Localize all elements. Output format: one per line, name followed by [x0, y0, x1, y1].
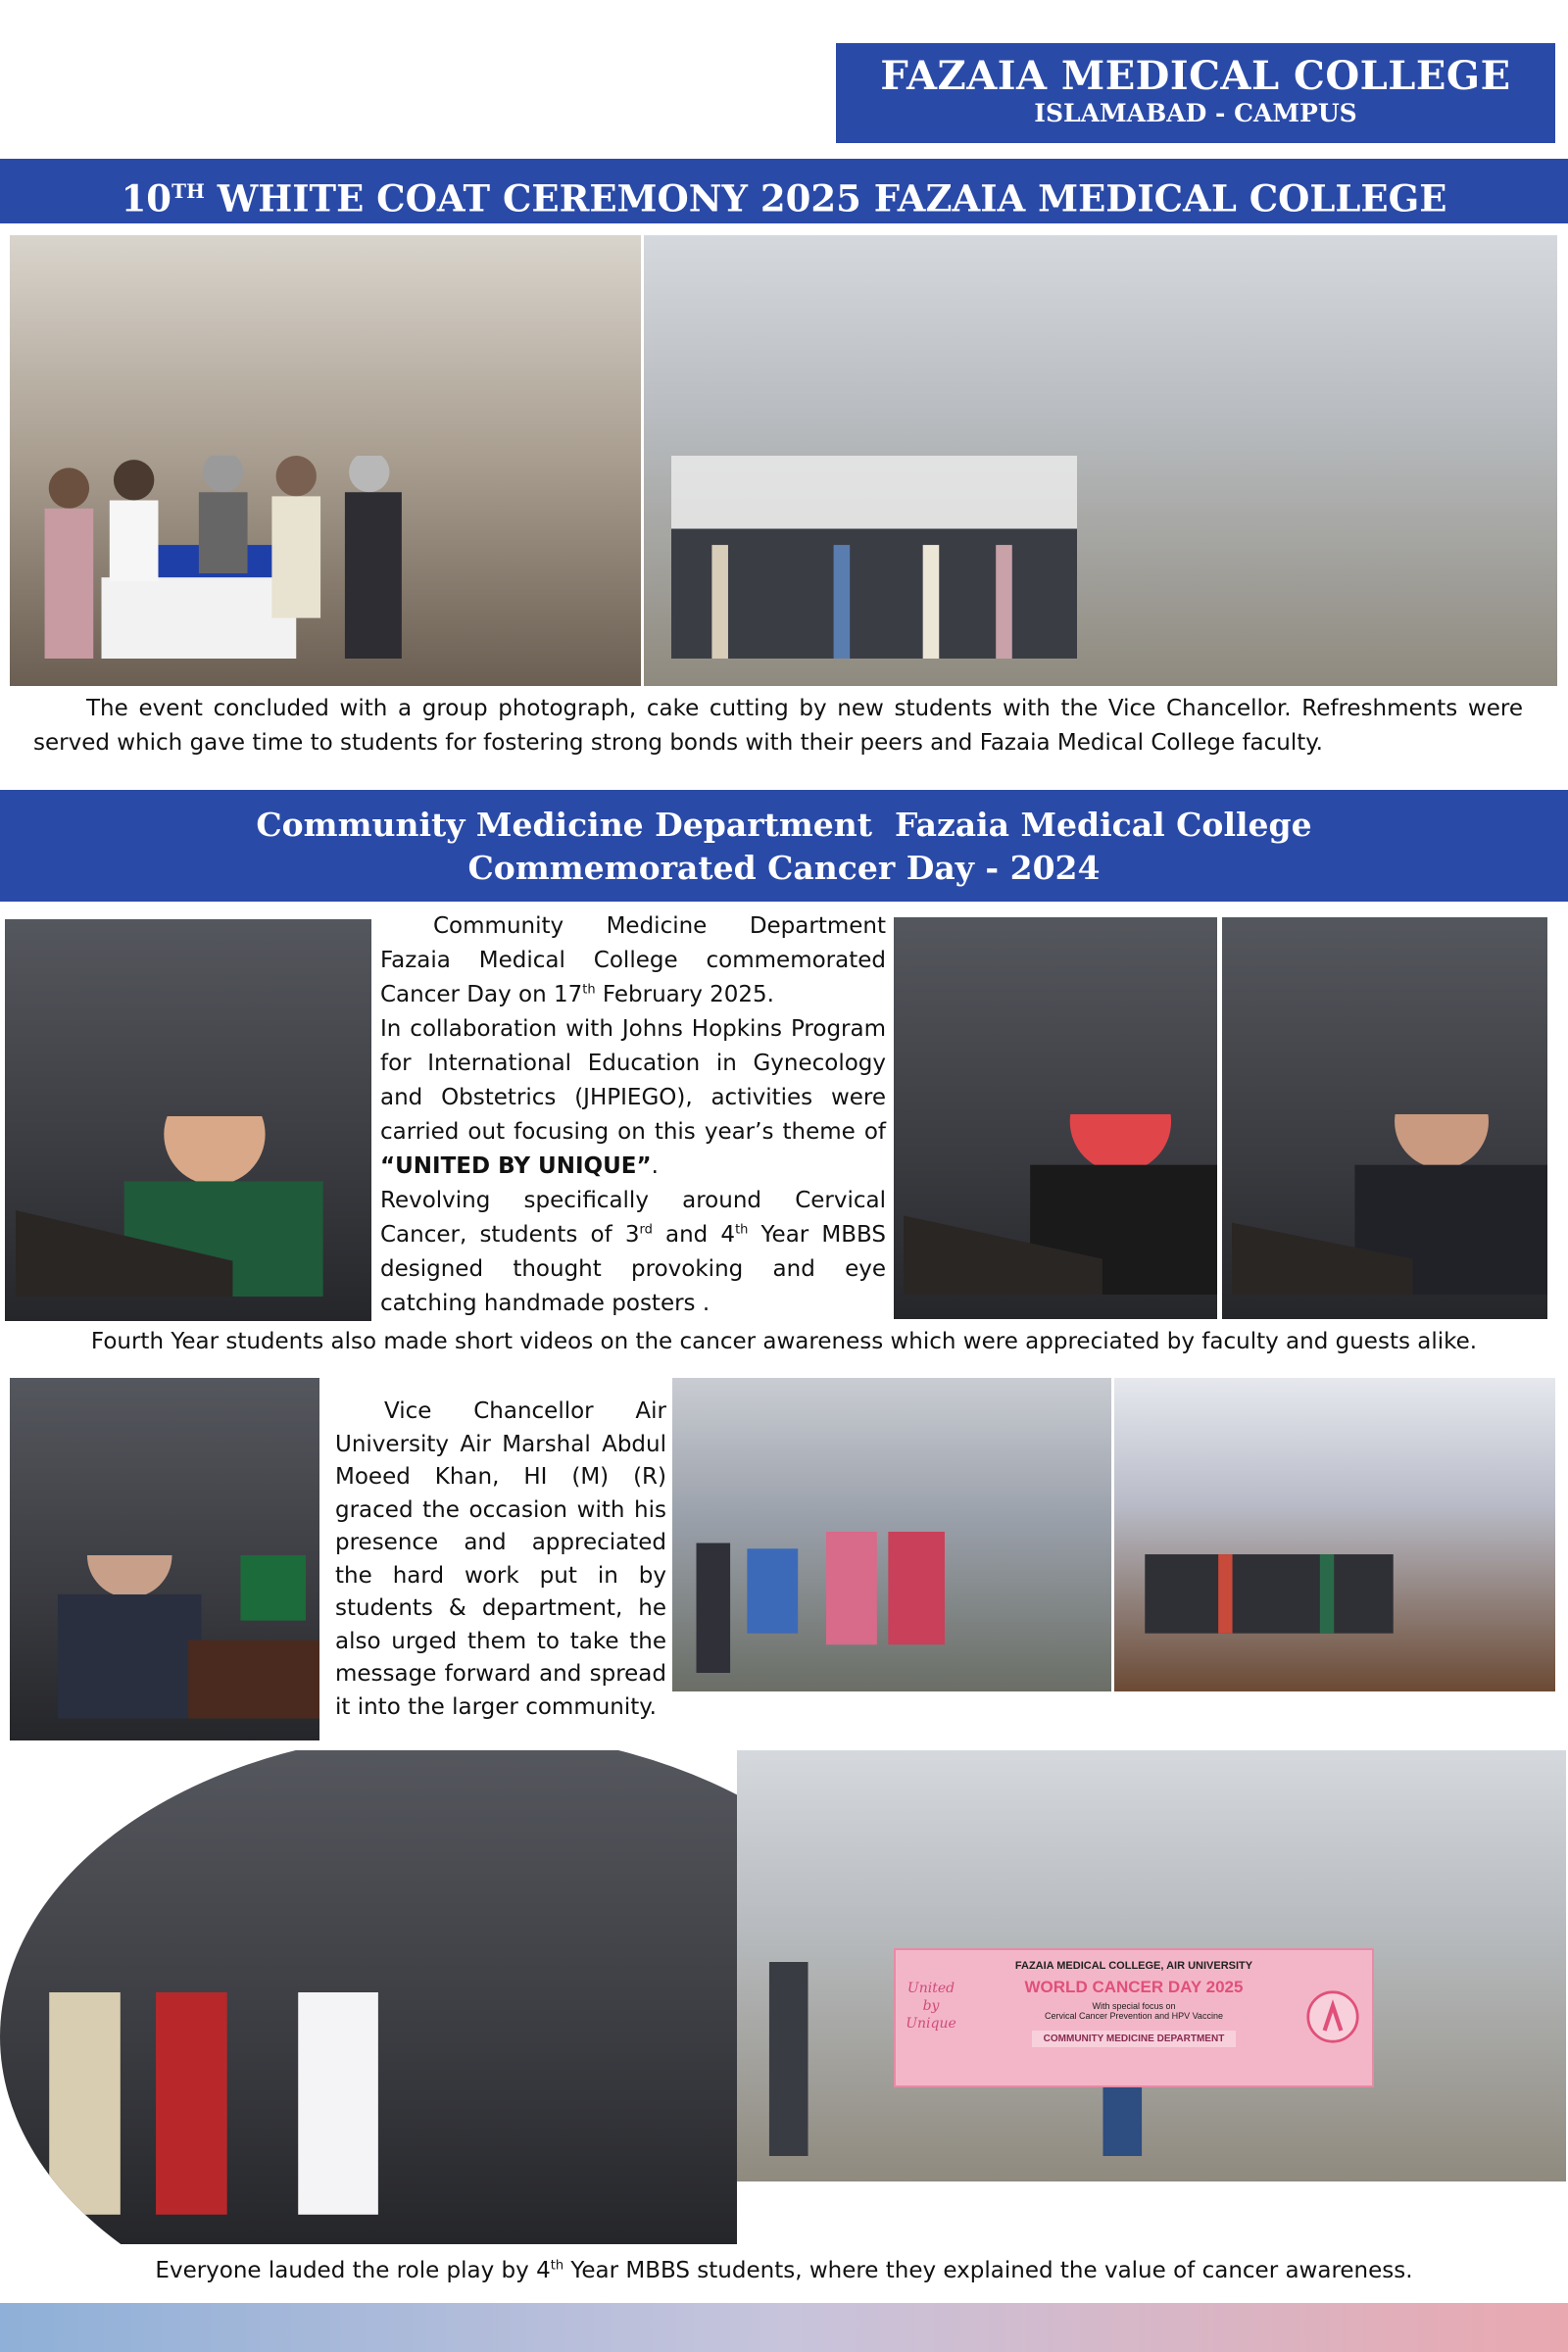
banner-dept: COMMUNITY MEDICINE DEPARTMENT: [1032, 2031, 1237, 2047]
photo-poster-exhibition: [672, 1378, 1111, 1691]
section1-title-rest: WHITE COAT CEREMONY 2025 FAZAIA MEDICAL COLLEGE: [204, 176, 1447, 220]
banner-college: FAZAIA MEDICAL COLLEGE, AIR UNIVERSITY: [1014, 1960, 1253, 1972]
section2-title-bar: [0, 790, 1568, 902]
photo-cake-cutting: [10, 235, 641, 686]
group-photo-icon: [671, 456, 1077, 659]
photo-vice-chancellor: [10, 1378, 319, 1740]
banner-focus-1: With special focus on: [1092, 2001, 1176, 2011]
section2-title-line1: Community Medicine Department Fazaia Medical College: [256, 806, 1312, 844]
photo-speaker-woman-green: [5, 919, 371, 1321]
section1-title: [0, 159, 1568, 230]
banner-slogan: United by Unique: [906, 1981, 956, 2032]
cancer-day-para3: Revolving specifically around Cervical Cancer, students of 3rd and 4th Year MBBS designed thought provoking and eye catching handmade posters .: [380, 1188, 887, 1316]
college-header: [836, 43, 1555, 143]
cancer-day-para1: Community Medicine Department Fazaia Medical College commemorated Cancer Day on 17th February 2025.: [380, 913, 886, 1007]
vc-paragraph: Vice Chancellor Air University Air Marshal Abdul Moeed Khan, HI (M) (R) graced the occasion with his presence and appreciated the hard work put in by students & department, he also urged them to take the message forward and spread it into the larger community.: [335, 1398, 666, 1720]
photo-role-play: [0, 1750, 737, 2244]
section1-title-num: 10: [121, 176, 172, 220]
college-name: FAZAIA MEDICAL COLLEGE: [880, 53, 1511, 99]
speaker-icon: [19, 1555, 319, 1719]
campus-name: ISLAMABAD - CAMPUS: [1034, 99, 1357, 127]
banner-focus-2: Cervical Cancer Prevention and HPV Vaccine: [1045, 2011, 1223, 2021]
group-photo-icon: [1128, 1532, 1410, 1673]
photo-speaker-man-suit: [1222, 917, 1547, 1319]
section2-title-line2: Commemorated Cancer Day - 2024: [467, 849, 1101, 887]
photo-auditorium-group: [1114, 1378, 1555, 1691]
banner-event: WORLD CANCER DAY 2025: [1024, 1978, 1244, 1996]
section1-caption: The event concluded with a group photograph, cake cutting by new students with the Vice Chancellor. Refreshments were served which gave time to students for fostering strong bonds with their peers and Fazaia Medical College faculty.: [33, 696, 1523, 756]
footer-gradient-bar: [0, 2303, 1568, 2352]
cancer-day-para2: In collaboration with Johns Hopkins Program for International Education in Gynecology and Obstetrics (JHPIEGO), activities were carried out focusing on this year’s theme of “UNITED BY UNIQUE”.: [380, 1016, 886, 1179]
videos-line: Fourth Year students also made short videos on the cancer awareness which were appreciated by faculty and guests alike.: [90, 1329, 1478, 1354]
roleplay-caption: Everyone lauded the role play by 4th Year MBBS students, where they explained the value of cancer awareness.: [155, 2258, 1413, 2283]
photo-world-cancer-day-group: [737, 1750, 1566, 2181]
section1-title-sup: TH: [172, 179, 205, 203]
speaker-icon: [1232, 1114, 1547, 1296]
speaker-icon: [904, 1114, 1217, 1296]
poster-icon: [685, 1532, 967, 1673]
pink-ribbon-icon: [1305, 1989, 1360, 2044]
photo-group-white-coats: [644, 235, 1557, 686]
photo-speaker-woman-red-scarf: [894, 917, 1217, 1319]
speaker-icon: [16, 1116, 371, 1298]
world-cancer-day-banner: [894, 1948, 1374, 2087]
people-silhouette-icon: [28, 456, 434, 659]
role-play-icon: [23, 1992, 467, 2215]
section1-title-bar: [0, 159, 1568, 223]
